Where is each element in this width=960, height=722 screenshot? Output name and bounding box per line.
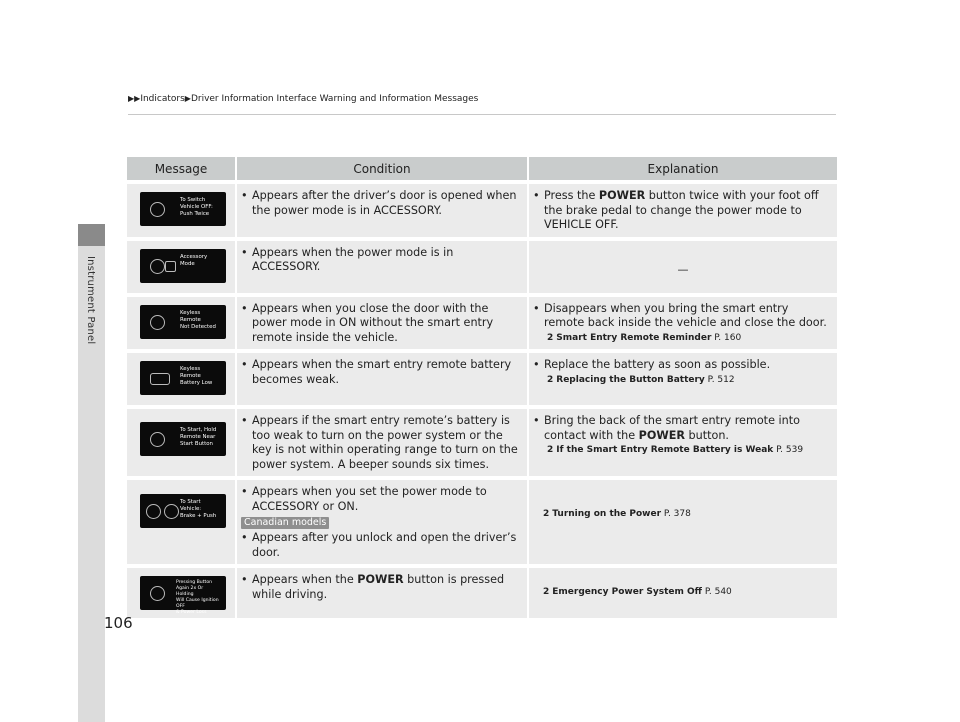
cross-reference-link[interactable]: 2 Replacing the Button Battery P. 512 bbox=[547, 374, 735, 385]
battery-icon bbox=[150, 373, 170, 385]
reference-arrow-icon: 2 bbox=[543, 509, 550, 519]
display-message-image: To Switch Vehicle OFF: Push Twice bbox=[140, 192, 226, 226]
breadcrumb-item-indicators[interactable]: Indicators bbox=[140, 94, 185, 104]
explanation-bullet: • Disappears when you bring the smart entry remote back inside the vehicle and close the door. bbox=[533, 302, 831, 331]
condition-cell bbox=[237, 237, 529, 293]
display-message-image: Keyless Remote Battery Low bbox=[140, 361, 226, 395]
breadcrumb-arrow-icon: ▶ bbox=[184, 94, 191, 103]
condition-bullet: • Appears when you close the door with the power mode in ON without the smart entry remote inside the vehicle. bbox=[241, 302, 521, 346]
display-message-image: To Start, Hold Remote Near Start Button bbox=[140, 422, 226, 456]
explanation-none: — bbox=[677, 262, 689, 276]
cross-reference-link[interactable]: 2 Turning on the Power P. 378 bbox=[543, 509, 691, 519]
reference-arrow-icon: 2 bbox=[543, 587, 550, 597]
explanation-cell bbox=[529, 476, 837, 564]
message-cell bbox=[127, 180, 237, 237]
condition-cell bbox=[237, 293, 529, 350]
display-message-image: Keyless Remote Not Detected bbox=[140, 305, 226, 339]
power-button-icon bbox=[150, 586, 165, 601]
header-explanation: Explanation bbox=[529, 157, 837, 180]
header-rule bbox=[128, 114, 836, 115]
table-row bbox=[127, 293, 837, 350]
table-row bbox=[127, 349, 837, 405]
condition-cell bbox=[237, 405, 529, 476]
condition-bullet: • Appears after the driver’s door is opened when the power mode is in ACCESSORY. bbox=[241, 189, 521, 218]
breadcrumb bbox=[128, 94, 478, 104]
power-button-icon bbox=[164, 504, 179, 519]
breadcrumb-item-messages[interactable]: Driver Information Interface Warning and Information Messages bbox=[190, 94, 479, 104]
condition-bullet: • Appears when the smart entry remote battery becomes weak. bbox=[241, 358, 521, 387]
power-button-icon bbox=[150, 259, 165, 274]
explanation-bullet: • Bring the back of the smart entry remote into contact with the POWER button. bbox=[533, 414, 831, 443]
condition-cell bbox=[237, 476, 529, 564]
lock-icon bbox=[165, 261, 176, 272]
explanation-cell bbox=[529, 180, 837, 237]
explanation-cell bbox=[529, 405, 837, 476]
table-row bbox=[127, 564, 837, 618]
condition-bullet: • Appears when the POWER button is pressed while driving. bbox=[241, 573, 521, 602]
key-fob-icon bbox=[150, 432, 165, 447]
condition-cell bbox=[237, 180, 529, 237]
power-button-icon bbox=[150, 202, 165, 217]
message-cell bbox=[127, 293, 237, 350]
explanation-cell bbox=[529, 237, 837, 293]
condition-bullet: • Appears after you unlock and open the driver’s door. bbox=[241, 531, 521, 560]
message-cell bbox=[127, 476, 237, 564]
message-cell bbox=[127, 405, 237, 476]
explanation-cell bbox=[529, 349, 837, 405]
table-row bbox=[127, 476, 837, 564]
breadcrumb-arrow-icon: ▶▶ bbox=[128, 94, 141, 103]
brake-pedal-icon bbox=[146, 504, 161, 519]
key-fob-icon bbox=[150, 315, 165, 330]
message-cell bbox=[127, 349, 237, 405]
explanation-cell bbox=[529, 293, 837, 350]
table-row bbox=[127, 180, 837, 237]
condition-cell bbox=[237, 349, 529, 405]
table-row bbox=[127, 237, 837, 293]
explanation-cell bbox=[529, 564, 837, 618]
table-header-row bbox=[127, 157, 837, 180]
condition-cell bbox=[237, 564, 529, 618]
reference-arrow-icon: 2 bbox=[547, 445, 554, 455]
explanation-bullet: • Replace the battery as soon as possible. bbox=[533, 358, 831, 373]
message-cell bbox=[127, 237, 237, 293]
chapter-label: Instrument Panel bbox=[85, 256, 96, 345]
model-badge: Canadian models bbox=[241, 517, 329, 529]
reference-arrow-icon: 2 bbox=[547, 332, 554, 343]
table-row bbox=[127, 405, 837, 476]
header-condition: Condition bbox=[237, 157, 529, 180]
cross-reference-link[interactable]: 2 Smart Entry Remote Reminder P. 160 bbox=[547, 332, 742, 343]
page-number: 106 bbox=[104, 614, 133, 632]
chapter-tab bbox=[78, 224, 105, 246]
display-message-image: Accessory Mode bbox=[140, 249, 226, 283]
display-message-image: Pressing Button Again 2x Or Holding Will Cause Ignition OFF & Power Loss bbox=[140, 576, 226, 610]
cross-reference-link[interactable]: 2 Emergency Power System Off P. 540 bbox=[543, 587, 732, 597]
messages-table bbox=[127, 157, 837, 618]
condition-bullet: • Appears when you set the power mode to ACCESSORY or ON. bbox=[241, 485, 521, 514]
reference-arrow-icon: 2 bbox=[547, 374, 554, 385]
cross-reference-link[interactable]: 2 If the Smart Entry Remote Battery is Weak P. 539 bbox=[547, 445, 804, 455]
condition-bullet: • Appears if the smart entry remote’s battery is too weak to turn on the power system or the key is not within operating range to turn on the power system. A beeper sounds six times. bbox=[241, 414, 521, 472]
message-cell bbox=[127, 564, 237, 618]
explanation-bullet: • Press the POWER button twice with your foot off the brake pedal to change the power mode to VEHICLE OFF. bbox=[533, 189, 831, 233]
header-message: Message bbox=[127, 157, 237, 180]
display-message-image: To Start Vehicle: Brake + Push bbox=[140, 494, 226, 528]
condition-bullet: • Appears when the power mode is in ACCESSORY. bbox=[241, 246, 521, 275]
